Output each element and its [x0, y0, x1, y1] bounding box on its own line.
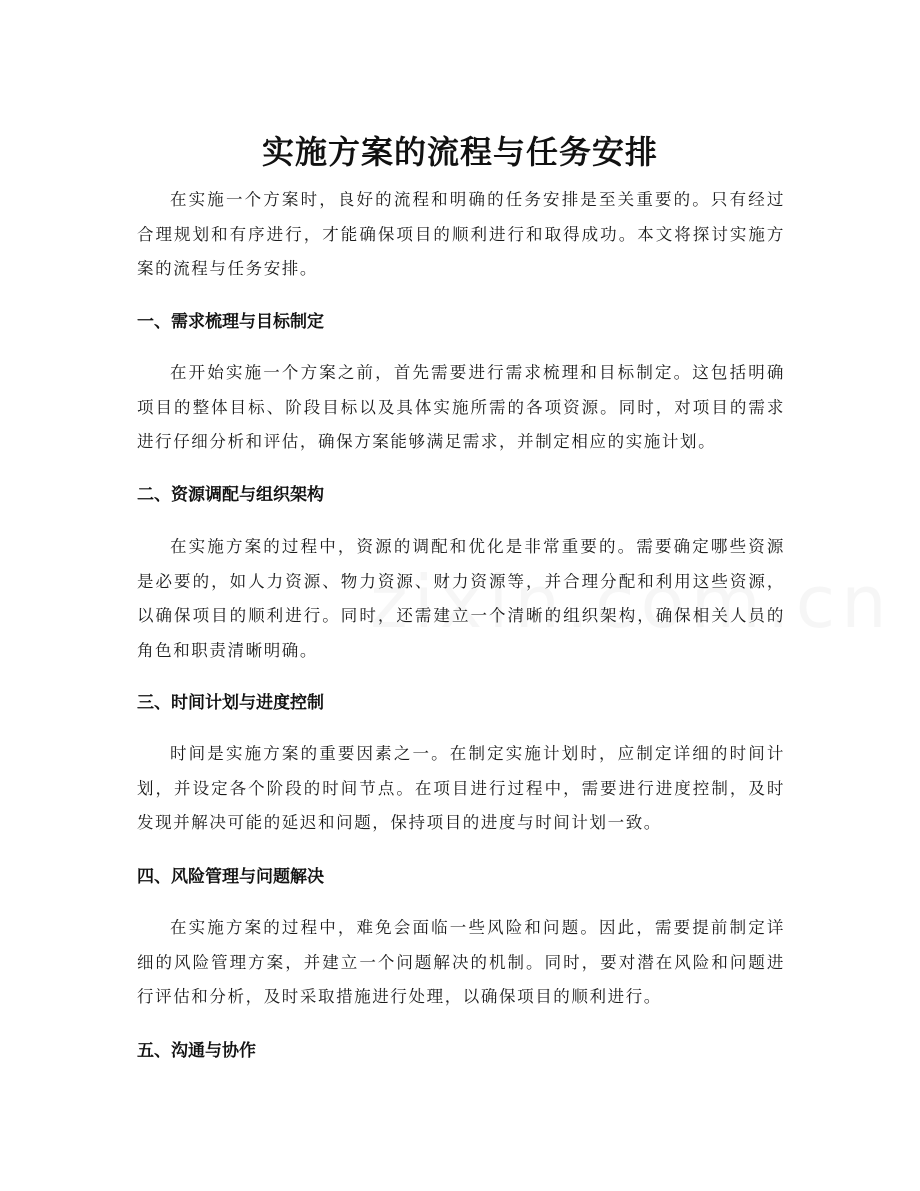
section-heading-1: 一、需求梳理与目标制定	[137, 312, 324, 332]
section-paragraph-3: 时间是实施方案的重要因素之一。在制定实施计划时，应制定详细的时间计划，并设定各个阶段的时间节点。在项目进行过程中，需要进行进度控制，及时发现并解决可能的延迟和问题，保持项目的进度与时间计划一致。	[137, 744, 785, 832]
section-paragraph-1: 在开始实施一个方案之前，首先需要进行需求梳理和目标制定。这包括明确项目的整体目标、阶段目标以及具体实施所需的各项资源。同时，对项目的需求进行仔细分析和评估，确保方案能够满足需求，并制定相应的实施计划。	[137, 363, 785, 451]
section-heading-3: 三、时间计划与进度控制	[137, 693, 324, 713]
page-title: 实施方案的流程与任务安排	[261, 133, 658, 172]
section-paragraph-2: 在实施方案的过程中，资源的调配和优化是非常重要的。需要确定哪些资源是必要的，如人力资源、物力资源、财力资源等，并合理分配和利用这些资源，以确保项目的顺利进行。同时，还需建立一个清晰的组织架构，确保相关人员的角色和职责清晰明确。	[137, 537, 785, 660]
section-heading-4: 四、风险管理与问题解决	[137, 867, 324, 887]
section-heading-2: 二、资源调配与组织架构	[137, 485, 324, 505]
section-paragraph-4: 在实施方案的过程中，难免会面临一些风险和问题。因此，需要提前制定详细的风险管理方案，并建立一个问题解决的机制。同时，要对潜在风险和问题进行评估和分析，及时采取措施进行处理，以确保项目的顺利进行。	[137, 918, 785, 1006]
section-heading-5: 五、沟通与协作	[137, 1041, 256, 1061]
intro-paragraph: 在实施一个方案时，良好的流程和明确的任务安排是至关重要的。只有经过合理规划和有序进行，才能确保项目的顺利进行和取得成功。本文将探讨实施方案的流程与任务安排。	[137, 190, 785, 278]
